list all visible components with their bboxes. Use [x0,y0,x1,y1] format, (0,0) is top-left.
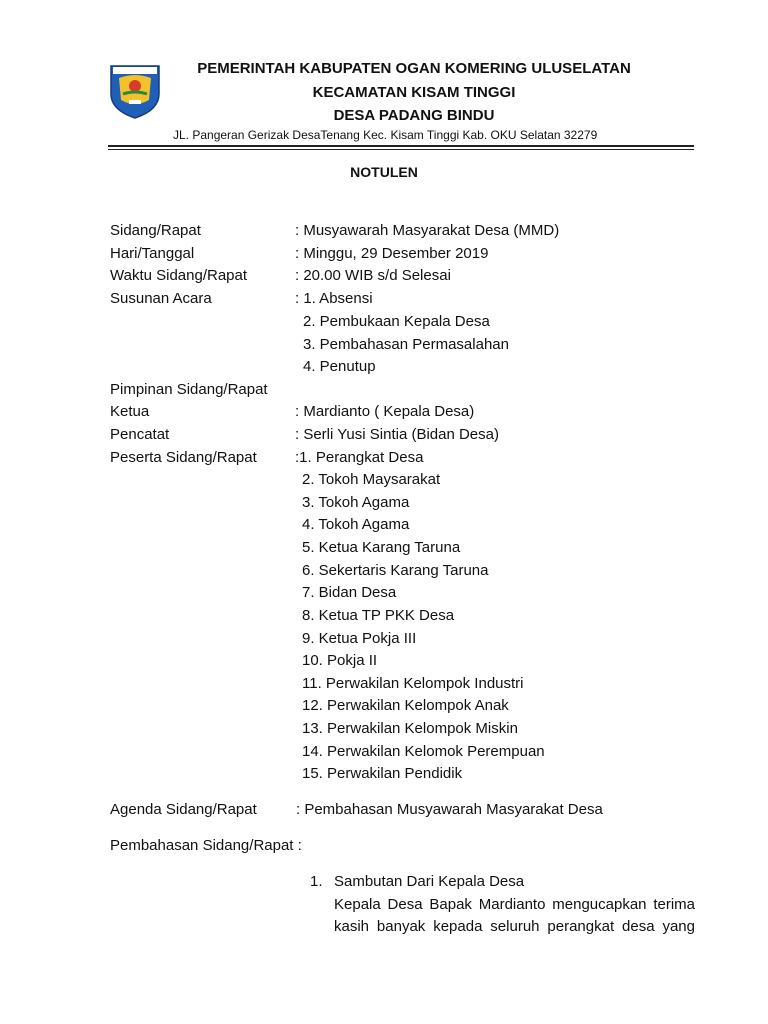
field-label-agenda: Agenda Sidang/Rapat [110,801,257,818]
field-label-waktu: Waktu Sidang/Rapat [110,267,248,284]
field-label-susunan: Susunan Acara [110,290,212,307]
field-label-ketua: Ketua [110,403,150,420]
susunan-item: 2. Pembukaan Kepala Desa [303,313,490,330]
field-value-sidang: : Musyawarah Masyarakat Desa (MMD) [295,222,560,239]
field-value-hari: : Minggu, 29 Desember 2019 [295,245,489,262]
peserta-item: 13. Perwakilan Kelompok Miskin [302,720,518,737]
peserta-item: 7. Bidan Desa [302,584,397,601]
field-value-waktu: : 20.00 WIB s/d Selesai [295,267,451,284]
document-title: NOTULEN [350,164,418,180]
peserta-item: 8. Ketua TP PKK Desa [302,607,455,624]
susunan-item: 3. Pembahasan Permasalahan [303,336,509,353]
header-divider-thin [108,149,694,150]
peserta-item: 5. Ketua Karang Taruna [302,539,461,556]
susunan-item: 4. Penutup [303,358,376,375]
peserta-item: 3. Tokoh Agama [302,494,410,511]
peserta-item: 15. Perwakilan Pendidik [302,765,463,782]
discussion-paragraph-line: kasih banyak kepada seluruh perangkat desa yang [334,918,695,935]
peserta-item: 11. Perwakilan Kelompok Industri [302,675,524,692]
header-line-village: DESA PADANG BINDU [333,107,495,124]
peserta-item: 14. Perwakilan Kelomok Perempuan [302,743,545,760]
susunan-item: : 1. Absensi [295,290,373,307]
field-value-pencatat: : Serli Yusi Sintia (Bidan Desa) [295,426,499,443]
header-line-regency: PEMERINTAH KABUPATEN OGAN KOMERING ULUSELATAN [197,60,631,77]
peserta-item: 10. Pokja II [302,652,378,669]
field-value-ketua: : Mardianto ( Kepala Desa) [295,403,475,420]
field-label-hari: Hari/Tanggal [110,245,195,262]
discussion-item-number: 1. [310,873,323,890]
peserta-item: 4. Tokoh Agama [302,516,410,533]
header-line-district: KECAMATAN KISAM TINGGI [312,84,516,101]
field-label-peserta: Peserta Sidang/Rapat [110,449,257,466]
peserta-item: 9. Ketua Pokja III [302,630,417,647]
discussion-item-title: Sambutan Dari Kepala Desa [334,873,525,890]
header-address: JL. Pangeran Gerizak DesaTenang Kec. Kisam Tinggi Kab. OKU Selatan 32279 [173,128,598,142]
field-label-sidang: Sidang/Rapat [110,222,201,239]
peserta-item: :1. Perangkat Desa [295,449,424,466]
peserta-item: 12. Perwakilan Kelompok Anak [302,697,509,714]
peserta-item: 2. Tokoh Maysarakat [302,471,441,488]
field-label-pembahasan: Pembahasan Sidang/Rapat : [110,837,302,854]
header-divider-thick [108,145,694,147]
field-value-agenda: : Pembahasan Musyawarah Masyarakat Desa [296,801,603,818]
field-label-pimpinan: Pimpinan Sidang/Rapat [110,381,268,398]
field-label-pencatat: Pencatat [110,426,170,443]
peserta-item: 6. Sekertaris Karang Taruna [302,562,489,579]
discussion-paragraph-line: Kepala Desa Bapak Mardianto mengucapkan terima [334,896,695,913]
